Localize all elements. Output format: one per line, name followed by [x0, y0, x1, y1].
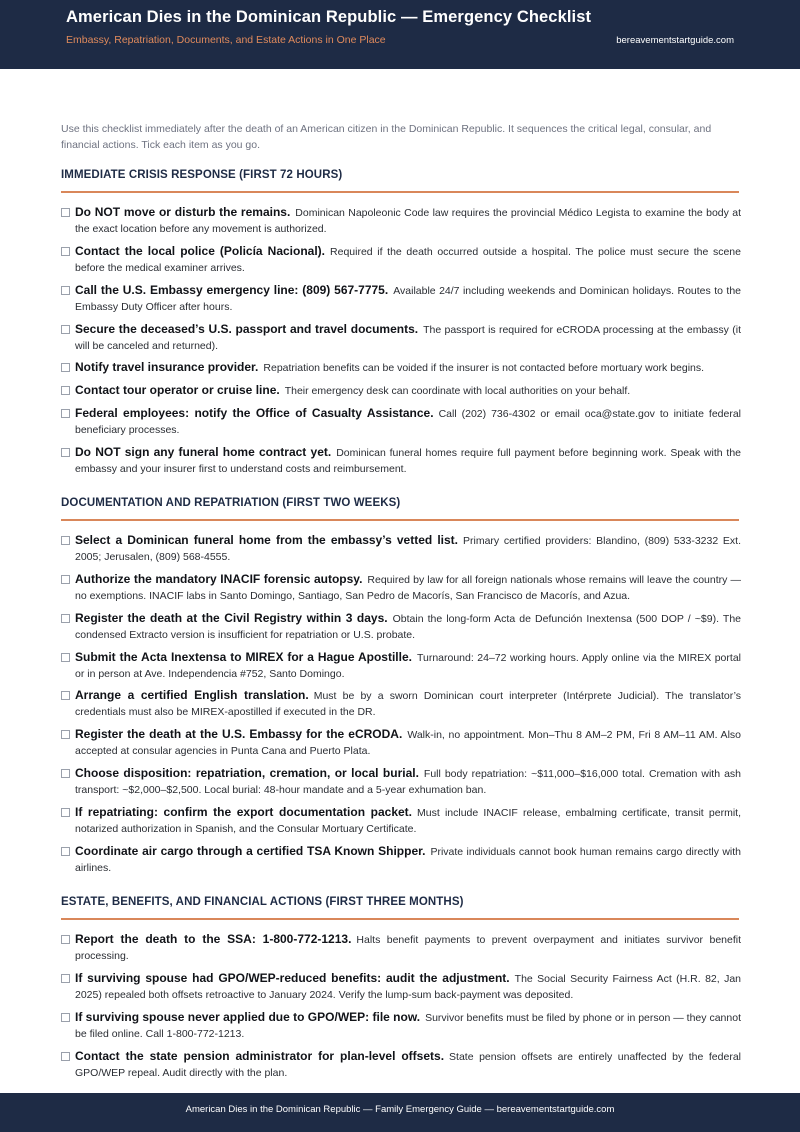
checklist-item: [61, 571, 741, 604]
checklist-item: [61, 532, 741, 565]
checkbox[interactable]: [61, 575, 70, 584]
item-desc: Full body repatriation: ~$11,000–$16,000 total. Cremation with ash transport: ~$2,000–$2,500. Local burial: 48-hour mandate and a 5-year exhumation ban.: [75, 768, 741, 796]
item-desc: Primary certified providers: Blandino, (809) 533-3232 Ext. 2005; Jerusalen, (809) 568-4555.: [75, 535, 741, 563]
item-desc: Private individuals cannot book human remains cargo directly with airlines.: [75, 846, 741, 874]
checkbox[interactable]: [61, 1013, 70, 1022]
checkbox[interactable]: [61, 363, 70, 372]
item-desc: The passport is required for eCRODA processing at the embassy (it will be canceled and returned).: [75, 324, 741, 352]
section-title-immediate: IMMEDIATE CRISIS RESPONSE (FIRST 72 HOURS): [61, 169, 343, 181]
checklist-item: [61, 687, 741, 720]
checklist-item: [61, 1048, 741, 1081]
checkbox[interactable]: [61, 386, 70, 395]
item-desc: State pension offsets are entirely unaffected by the federal GPO/WEP repeal. Audit directly with the plan.: [75, 1051, 741, 1079]
item-desc: Halts benefit payments to prevent overpayment and initiates survivor benefit processing.: [75, 934, 742, 962]
checkbox[interactable]: [61, 409, 70, 418]
item-title: Submit the Acta Inextensa to MIREX for a Hague Apostille.: [75, 650, 412, 664]
checklist-item: [61, 444, 741, 477]
item-title: Contact the local police (Policía Nacional).: [75, 244, 326, 258]
checklist-item: [61, 843, 741, 876]
item-desc: Their emergency desk can coordinate with local authorities on your behalf.: [284, 385, 631, 397]
item-title: If surviving spouse had GPO/WEP-reduced benefits: audit the adjustment.: [75, 971, 510, 985]
checkbox[interactable]: [61, 847, 70, 856]
item-title: Do NOT sign any funeral home contract yet.: [75, 445, 332, 459]
item-title: Select a Dominican funeral home from the embassy’s vetted list.: [75, 533, 459, 547]
item-desc: Required by law for all foreign nationals whose remains will leave the country — no exemptions. INACIF labs in Santo Domingo, Santiago, San Pedro de Macorís, San Francisco de Macorís, and Azua.: [75, 574, 741, 602]
checklist-item: [61, 1009, 741, 1042]
checklist-item: [61, 970, 741, 1003]
item-title: If surviving spouse never applied due to GPO/WEP: file now.: [75, 1010, 421, 1024]
checkbox[interactable]: [61, 208, 70, 217]
checkbox[interactable]: [61, 691, 70, 700]
item-title: Register the death at the U.S. Embassy for the eCRODA.: [75, 727, 403, 741]
item-desc: Must be by a sworn Dominican court interpreter (Intérprete Judicial). The translator’s credentials must also be MIREX-apostilled if executed in the DR.: [75, 690, 741, 718]
item-title: Authorize the mandatory INACIF forensic autopsy.: [75, 572, 363, 586]
item-title: Choose disposition: repatriation, cremation, or local burial.: [75, 766, 419, 780]
checkbox[interactable]: [61, 1052, 70, 1061]
checkbox[interactable]: [61, 808, 70, 817]
checklist-item: [61, 382, 741, 399]
page-subtitle: Embassy, Repatriation, Documents, and Estate Actions in One Place: [66, 34, 386, 46]
checkbox[interactable]: [61, 614, 70, 623]
footer-text: American Dies in the Dominican Republic — Family Emergency Guide — bereavementstartguide.com: [185, 1104, 615, 1115]
item-desc: Obtain the long-form Acta de Defunción Inextensa (500 DOP / ~$9). The condensed Extracto version is insufficient for repatriation or U.S. probate.: [75, 613, 741, 641]
item-desc: Walk-in, no appointment. Mon–Thu 8 AM–2 PM, Fri 8 AM–11 AM. Also accepted at consular agencies in Punta Cana and Puerto Plata.: [75, 729, 741, 757]
intro-text: Use this checklist immediately after the death of an American citizen in the Dominican Republic. It sequences the critical legal, consular, and financial actions. Tick each item as you go.: [61, 123, 712, 151]
checkbox[interactable]: [61, 730, 70, 739]
site-url: bereavementstartguide.com: [616, 35, 734, 46]
item-title: Call the U.S. Embassy emergency line: (809) 567-7775.: [75, 283, 389, 297]
item-title: Secure the deceased’s U.S. passport and travel documents.: [75, 322, 419, 336]
item-title: Coordinate air cargo through a certified TSA Known Shipper.: [75, 844, 426, 858]
checklist-item: [61, 204, 741, 237]
section-divider: [61, 191, 739, 193]
checklist-item: [61, 765, 741, 798]
item-desc: Survivor benefits must be filed by phone or in person — they cannot be filed online. Call 1-800-772-1213.: [75, 1012, 741, 1040]
checkbox[interactable]: [61, 247, 70, 256]
item-title: Report the death to the SSA: 1-800-772-1213.: [75, 932, 352, 946]
checkbox[interactable]: [61, 935, 70, 944]
section-divider: [61, 519, 739, 521]
item-desc: Required if the death occurred outside a hospital. The police must secure the scene before the medical examiner arrives.: [75, 246, 741, 274]
item-desc: Available 24/7 including weekends and Dominican holidays. Routes to the Embassy Duty Officer after hours.: [75, 285, 741, 313]
item-title: Contact tour operator or cruise line.: [75, 383, 280, 397]
item-desc: Must include INACIF release, embalming certificate, transit permit, notarized authorization in Spanish, and the Consular Mortuary Certificate.: [75, 807, 742, 835]
section-divider: [61, 918, 739, 920]
checklist-item: [61, 931, 741, 964]
checkbox[interactable]: [61, 769, 70, 778]
item-desc: Dominican Napoleonic Code law requires the provincial Médico Legista to examine the body at the exact location before any movement is authorized.: [75, 207, 741, 235]
checkbox[interactable]: [61, 653, 70, 662]
page-footer: [0, 1093, 800, 1132]
item-desc: Repatriation benefits can be voided if the insurer is not contacted before mortuary work begins.: [263, 362, 705, 374]
checkbox[interactable]: [61, 286, 70, 295]
item-desc: Dominican funeral homes require full payment before beginning work. Speak with the embassy and your insurer first to understand costs and reimbursement.: [75, 447, 742, 475]
item-title: Do NOT move or disturb the remains.: [75, 205, 291, 219]
section-title-estate: ESTATE, BENEFITS, AND FINANCIAL ACTIONS (FIRST THREE MONTHS): [61, 896, 464, 908]
page-title: American Dies in the Dominican Republic — Emergency Checklist: [66, 8, 592, 26]
item-title: Register the death at the Civil Registry within 3 days.: [75, 611, 388, 625]
checklist-item: [61, 282, 741, 315]
checklist-item: [61, 610, 741, 643]
item-desc: Turnaround: 24–72 working hours. Apply online via the MIREX portal or in person at Ave. Independencia #752, Santo Domingo.: [75, 652, 741, 680]
checklist-item: [61, 243, 741, 276]
item-title: Notify travel insurance provider.: [75, 360, 259, 374]
checklist-item: [61, 321, 741, 354]
item-desc: Call (202) 736-4302 or email oca@state.gov to initiate federal beneficiary processes.: [75, 408, 742, 436]
checklist-item: [61, 649, 741, 682]
checkbox[interactable]: [61, 974, 70, 983]
item-title: Arrange a certified English translation.: [75, 688, 309, 702]
checklist-item: [61, 359, 741, 376]
checklist-item: [61, 726, 741, 759]
item-desc: The Social Security Fairness Act (H.R. 82, Jan 2025) repealed both offsets retroactive to January 2024. Verify the lump-sum back-payment was deposited.: [75, 973, 741, 1001]
item-title: Contact the state pension administrator for plan-level offsets.: [75, 1049, 445, 1063]
checkbox[interactable]: [61, 536, 70, 545]
item-title: If repatriating: confirm the export documentation packet.: [75, 805, 412, 819]
checkbox[interactable]: [61, 448, 70, 457]
checkbox[interactable]: [61, 325, 70, 334]
section-title-documentation: DOCUMENTATION AND REPATRIATION (FIRST TWO WEEKS): [61, 497, 401, 509]
page-header: [0, 0, 800, 69]
item-title: Federal employees: notify the Office of Casualty Assistance.: [75, 406, 434, 420]
checklist-item: [61, 804, 741, 837]
checklist-item: [61, 405, 741, 438]
